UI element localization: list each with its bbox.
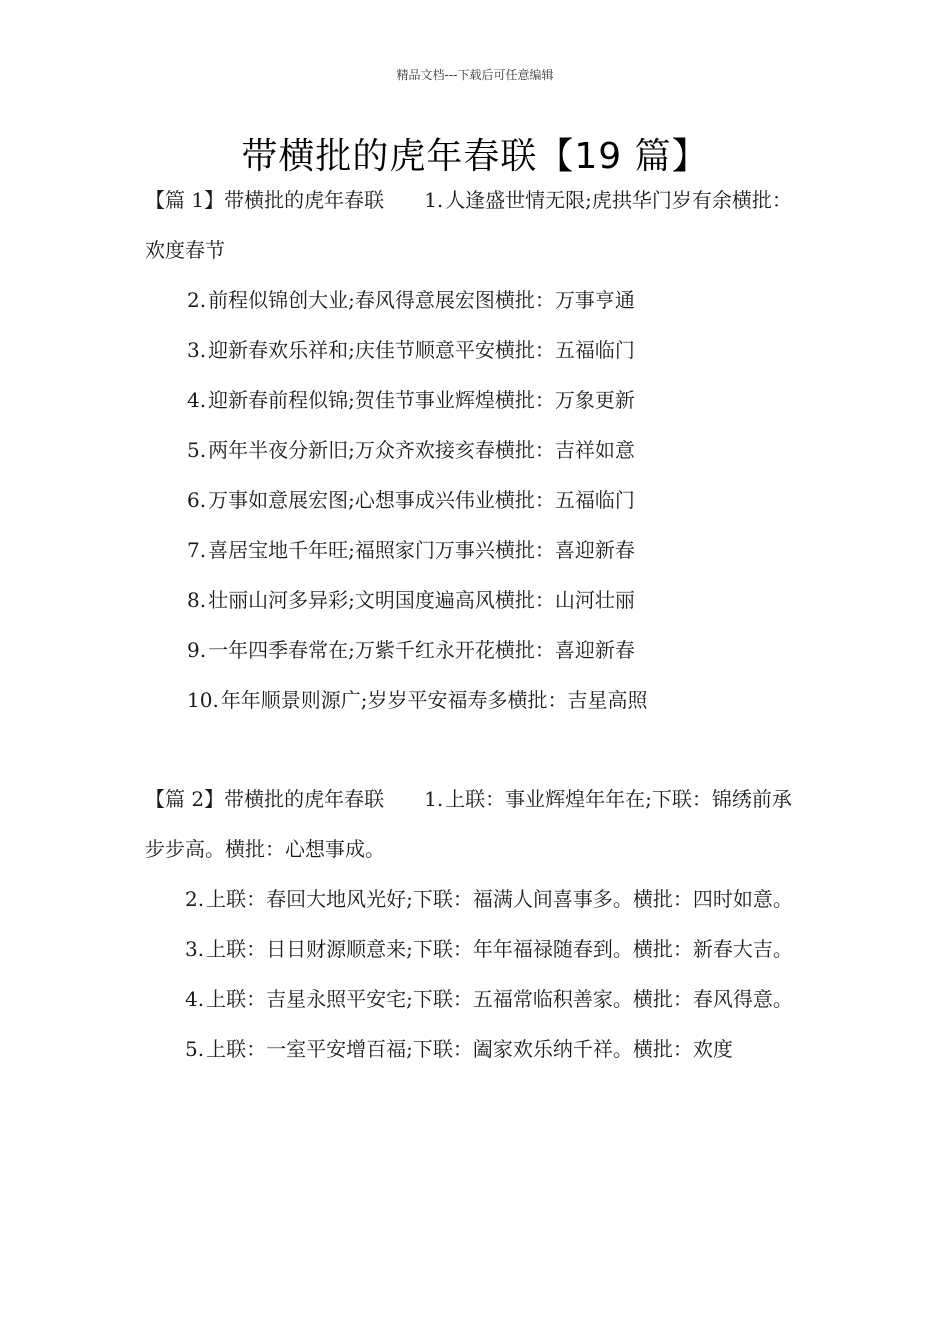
couplet-text: 上联：吉星永照平安宅;下联：五福常临积善家。横批：春风得意。 (206, 987, 793, 1011)
couplet-text: 迎新春欢乐祥和;庆佳节顺意平安横批：五福临门 (208, 338, 635, 362)
indent (145, 887, 185, 911)
couplet-item (145, 475, 807, 525)
item-number: 4. (185, 987, 205, 1011)
couplet-text: 上联：日日财源顺意来;下联：年年福禄随春到。横批：新春大吉。 (206, 937, 793, 961)
item-number: 9. (187, 638, 207, 662)
couplet-item (145, 675, 807, 725)
section-2-first-paragraph (145, 774, 807, 874)
couplet-text: 人逢盛世情无限;虎拱华门岁有余横批：欢度春节 (145, 188, 792, 262)
item-number: 6. (187, 488, 207, 512)
item-number: 10. (187, 688, 219, 712)
couplet-text: 一年四季春常在;万紫千红永开花横批：喜迎新春 (208, 638, 635, 662)
couplet-text: 上联：事业辉煌年年在;下联：锦绣前承步步高。横批：心想事成。 (145, 787, 792, 861)
couplet-item (145, 874, 807, 924)
couplet-item (145, 924, 807, 974)
couplet-item (145, 575, 807, 625)
couplet-text: 两年半夜分新旧;万众齐欢接亥春横批：吉祥如意 (208, 438, 635, 462)
page-title: 带横批的虎年春联【19 篇】 (241, 136, 709, 177)
section-1-heading: 【篇 1】带横批的虎年春联 (145, 188, 385, 212)
couplet-item (145, 375, 807, 425)
couplet-text: 壮丽山河多异彩;文明国度遍高风横批：山河壮丽 (208, 588, 635, 612)
item-number: 3. (185, 937, 205, 961)
item-number: 2. (187, 288, 207, 312)
item-number: 5. (185, 1037, 205, 1061)
couplet-text: 上联：春回大地风光好;下联：福满人间喜事多。横批：四时如意。 (206, 887, 793, 911)
couplet-item (145, 325, 807, 375)
item-number: 5. (187, 438, 207, 462)
couplet-text: 上联：一室平安增百福;下联：阖家欢乐纳千祥。横批：欢度 (206, 1037, 733, 1061)
couplet-item (145, 1024, 807, 1074)
item-number: 7. (187, 538, 207, 562)
couplet-item (145, 525, 807, 575)
section-1-first-paragraph (145, 175, 807, 275)
section-spacer (145, 725, 807, 774)
couplet-text: 前程似锦创大业;春风得意展宏图横批：万事亨通 (208, 288, 635, 312)
indent (145, 987, 185, 1011)
item-number: 2. (185, 887, 205, 911)
item-number: 4. (187, 388, 207, 412)
indent (145, 937, 185, 961)
couplet-item (145, 625, 807, 675)
section-2-heading: 【篇 2】带横批的虎年春联 (145, 787, 385, 811)
couplet-text: 年年顺景则源广;岁岁平安福寿多横批：吉星高照 (220, 688, 648, 712)
indent (145, 1037, 185, 1061)
item-number: 3. (187, 338, 207, 362)
item-number: 1. (424, 188, 444, 212)
couplet-text: 万事如意展宏图;心想事成兴伟业横批：五福临门 (208, 488, 635, 512)
couplet-item (145, 275, 807, 325)
item-number: 8. (187, 588, 207, 612)
header-note: 精品文档---下载后可任意编辑 (396, 68, 554, 82)
item-number: 1. (424, 787, 444, 811)
document-body (145, 175, 807, 1074)
couplet-text: 喜居宝地千年旺;福照家门万事兴横批：喜迎新春 (208, 538, 635, 562)
couplet-item (145, 425, 807, 475)
couplet-item (145, 974, 807, 1024)
couplet-text: 迎新春前程似锦;贺佳节事业辉煌横批：万象更新 (208, 388, 635, 412)
